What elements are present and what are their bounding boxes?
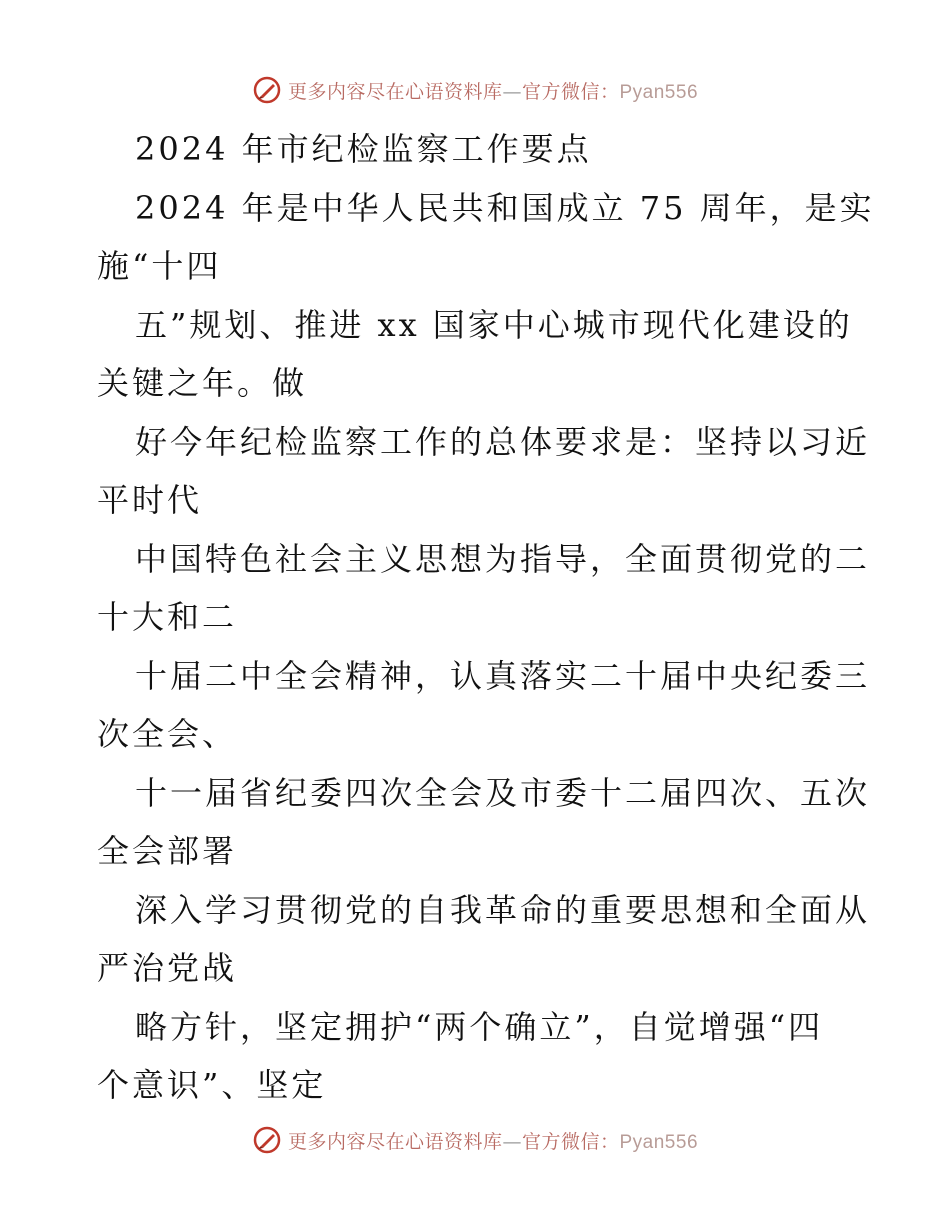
header-watermark xyxy=(0,70,950,110)
body-text-line: 略方针，坚定拥护“两个确立”，自觉增强“四 xyxy=(135,1007,824,1046)
body-text-line: 中国特色社会主义思想为指导，全面贯彻党的二 xyxy=(135,539,871,578)
body-text-line: 个意识”、坚定 xyxy=(97,1066,327,1104)
body-text-line: 施“十四 xyxy=(97,247,222,285)
body-text-line: 十大和二 xyxy=(97,598,238,636)
quill-logo-icon xyxy=(252,1125,282,1155)
body-text-line: 十届二中全会精神，认真落实二十届中央纪委三 xyxy=(135,656,871,695)
watermark-text xyxy=(288,77,698,104)
document-body xyxy=(97,120,875,1115)
footer-watermark xyxy=(0,1120,950,1160)
watermark-wechat-id: Pyan556 xyxy=(619,81,699,103)
watermark-wechat-id: Pyan556 xyxy=(619,1131,699,1153)
body-text-line: 好今年纪检监察工作的总体要求是：坚持以习近 xyxy=(135,422,871,461)
watermark-separator: — xyxy=(502,1130,522,1153)
body-text-line: 2024 年是中华人民共和国成立 75 周年，是实 xyxy=(135,188,875,227)
body-text-line: 全会部署 xyxy=(97,832,238,870)
body-text-line: 五”规划、推进 xx 国家中心城市现代化建设的 xyxy=(135,305,853,344)
watermark-contact: 官方微信： xyxy=(521,1130,620,1153)
watermark-text xyxy=(288,1127,698,1154)
body-text-line: 十一届省纪委四次全会及市委十二届四次、五次 xyxy=(135,773,871,812)
document-title: 2024 年市纪检监察工作要点 xyxy=(135,130,592,168)
watermark-main: 更多内容尽在心语资料库 xyxy=(287,1130,503,1153)
body-text-line: 严治党战 xyxy=(97,949,238,987)
body-text-line: 深入学习贯彻党的自我革命的重要思想和全面从 xyxy=(135,890,871,929)
body-text-line: 关键之年。做 xyxy=(97,364,308,402)
quill-logo-icon xyxy=(252,75,282,105)
watermark-separator: — xyxy=(502,80,522,103)
body-text-line: 平时代 xyxy=(97,481,203,519)
body-text-line: 次全会、 xyxy=(97,715,238,753)
watermark-contact: 官方微信： xyxy=(521,80,620,103)
watermark-main: 更多内容尽在心语资料库 xyxy=(287,80,503,103)
